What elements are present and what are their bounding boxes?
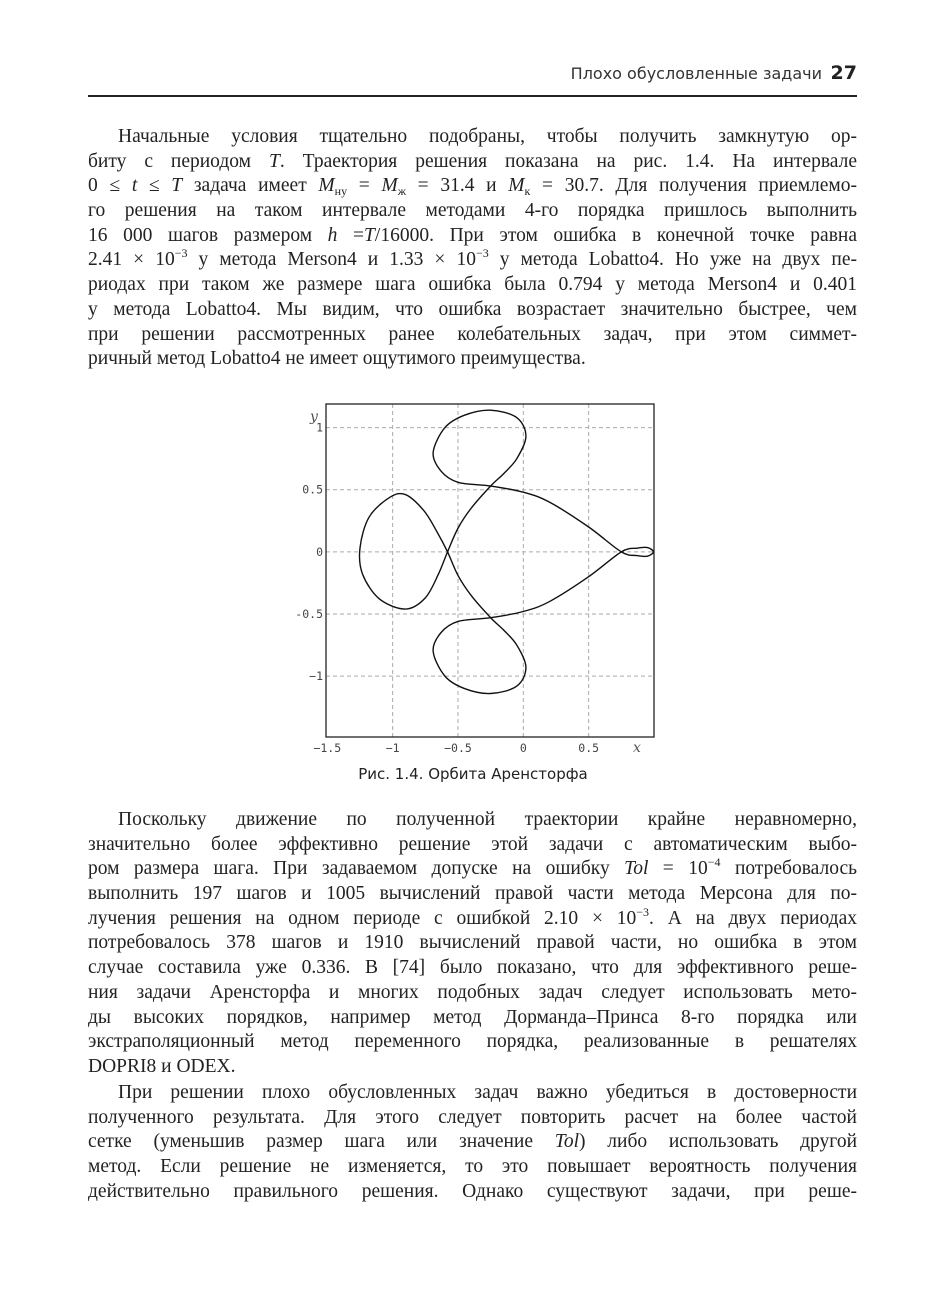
text-run: значительно более эффективно решение этой задачи с автоматическим выбо- [88, 833, 857, 855]
text-line [88, 1106, 857, 1131]
text-run: у метода Merson4 и 1.33 × 10 [187, 249, 476, 271]
paragraph [88, 1081, 857, 1204]
x-tick-label: −1.5 [313, 741, 342, 755]
text-line [88, 1006, 857, 1031]
text-run: ≤ [137, 175, 172, 197]
text-line [88, 808, 857, 833]
text-line [88, 1030, 857, 1055]
text-line [88, 882, 857, 907]
plot-frame [326, 404, 654, 737]
italic-symbol: Tol [624, 858, 649, 880]
text-line [88, 956, 857, 981]
y-axis-label: y [310, 409, 318, 425]
text-line [88, 857, 857, 882]
italic-symbol: T [268, 150, 280, 172]
text-run: 16 000 шагов размером [88, 224, 328, 246]
text-run: у метода Lobatto4. Но уже на двух пе- [488, 249, 857, 271]
text-run: метод. Если решение не изменяется, то это повышает вероятность получения [88, 1156, 857, 1178]
text-line [88, 981, 857, 1006]
text-line [88, 1180, 857, 1205]
text-run: 2.41 × 10 [88, 249, 175, 271]
text-run: биту с периодом [88, 150, 269, 172]
text-run: 0 ≤ [88, 175, 132, 197]
text-run: = 31.4 и [405, 175, 509, 197]
paragraph [88, 808, 857, 1080]
italic-symbol: M [508, 175, 525, 197]
y-tick-label: 1 [316, 420, 323, 435]
italic-symbol: M [381, 175, 398, 197]
figure-caption: Рис. 1.4. Орбита Аренсторфа [358, 765, 588, 783]
superscript: −3 [174, 246, 188, 261]
text-run: При решении плохо обусловленных задач важно убедиться в достоверности [118, 1082, 857, 1103]
subscript: к [524, 184, 531, 199]
x-axis-label: x [633, 740, 641, 756]
x-tick-label: −1 [385, 741, 400, 755]
text-run: действительно правильного решения. Однако существуют задачи, при реше- [88, 1180, 857, 1202]
y-tick-label: −1 [309, 669, 323, 684]
y-tick-label: -0.5 [295, 606, 323, 621]
y-tick-label: 0 [316, 544, 323, 559]
text-run: потребовалось 378 шагов и 1910 вычислений правой части, но ошибка в этом [88, 932, 857, 954]
text-line [88, 904, 857, 932]
italic-symbol: T [364, 224, 375, 246]
text-run: = 30.7. Для получения приемлемо- [530, 175, 858, 197]
superscript: −3 [475, 246, 489, 261]
text-run: го решения на таком интервале методами 4-го порядка пришлось выполнить [88, 200, 857, 222]
section-title: Плохо обусловленные задачи [570, 64, 822, 83]
text-run: ) либо использовать другой [579, 1131, 857, 1153]
text-run: у метода Lobatto4. Мы видим, что ошибка возрастает значительно быстрее, чем [88, 298, 857, 320]
text-run: ричный метод Lobatto4 не имеет ощутимого преимущества. [88, 348, 586, 370]
italic-symbol: t [131, 175, 138, 197]
text-run: /16000. При этом ошибка в конечной точке равна [374, 224, 858, 246]
x-tick-label: 0.5 [578, 741, 600, 755]
italic-symbol: h [327, 224, 338, 246]
text-run: риодах при таком же размере шага ошибка была 0.794 у метода Merson4 и 0.401 [88, 274, 857, 296]
x-tick-label: −0.5 [444, 741, 472, 755]
text-run: Поскольку движение по полученной траектории крайне неравномерно, [118, 809, 857, 830]
italic-symbol: T [171, 175, 183, 197]
text-run: полученного результата. Для этого следует повторить расчет на более частой [88, 1106, 857, 1128]
text-run: лучения решения на одном периоде с ошибкой 2.10 × 10 [88, 907, 637, 929]
x-tick-label: 0 [519, 741, 527, 755]
text-line [88, 1081, 857, 1106]
text-line [88, 1155, 857, 1180]
text-run: . А на двух периодах [649, 907, 857, 929]
text-run: ром размера шага. При задаваемом допуске на ошибку [88, 858, 625, 880]
text-line [88, 1055, 857, 1080]
text-run: . Траектория решения показана на рис. 1.4. На интервале [279, 150, 857, 172]
text-line [88, 1130, 857, 1155]
text-run: ния задачи Аренсторфа и многих подобных задач следует использовать мето- [88, 981, 857, 1003]
text-run: сетке (уменьшив размер шага или значение [88, 1131, 555, 1153]
subscript: ж [397, 184, 406, 199]
text-run: задача имеет [182, 175, 319, 197]
italic-symbol: Tol [554, 1131, 580, 1153]
text-run: экстраполяционный метод переменного порядка, реализованные в решателях [88, 1031, 857, 1053]
page-number: 27 [830, 62, 857, 84]
text-run: = 10 [648, 858, 708, 880]
text-run: = [347, 175, 382, 197]
text-run: при решении рассмотренных ранее колебательных задач, при этом симмет- [88, 323, 857, 345]
text-run: выполнить 197 шагов и 1005 вычислений правой части метода Мерсона для по- [88, 883, 857, 905]
subscript: ну [334, 184, 348, 199]
text-run: Начальные условия тщательно подобраны, чтобы получить замкнутую ор- [118, 126, 857, 147]
text-run: потребовалось [720, 858, 857, 880]
text-run: ды высоких порядков, например метод Дорманда–Принса 8-го порядка или [88, 1006, 857, 1028]
superscript: −3 [636, 904, 650, 919]
y-tick-label: 0.5 [302, 482, 323, 497]
italic-symbol: M [318, 175, 335, 197]
text-line [88, 833, 857, 858]
text-run: DOPRI8 и ODEX. [88, 1055, 236, 1077]
text-run: = [337, 224, 365, 246]
text-line [88, 931, 857, 956]
superscript: −4 [707, 855, 721, 870]
text-run: случае составила уже 0.336. В [74] было показано, что для эффективного реше- [88, 957, 857, 979]
